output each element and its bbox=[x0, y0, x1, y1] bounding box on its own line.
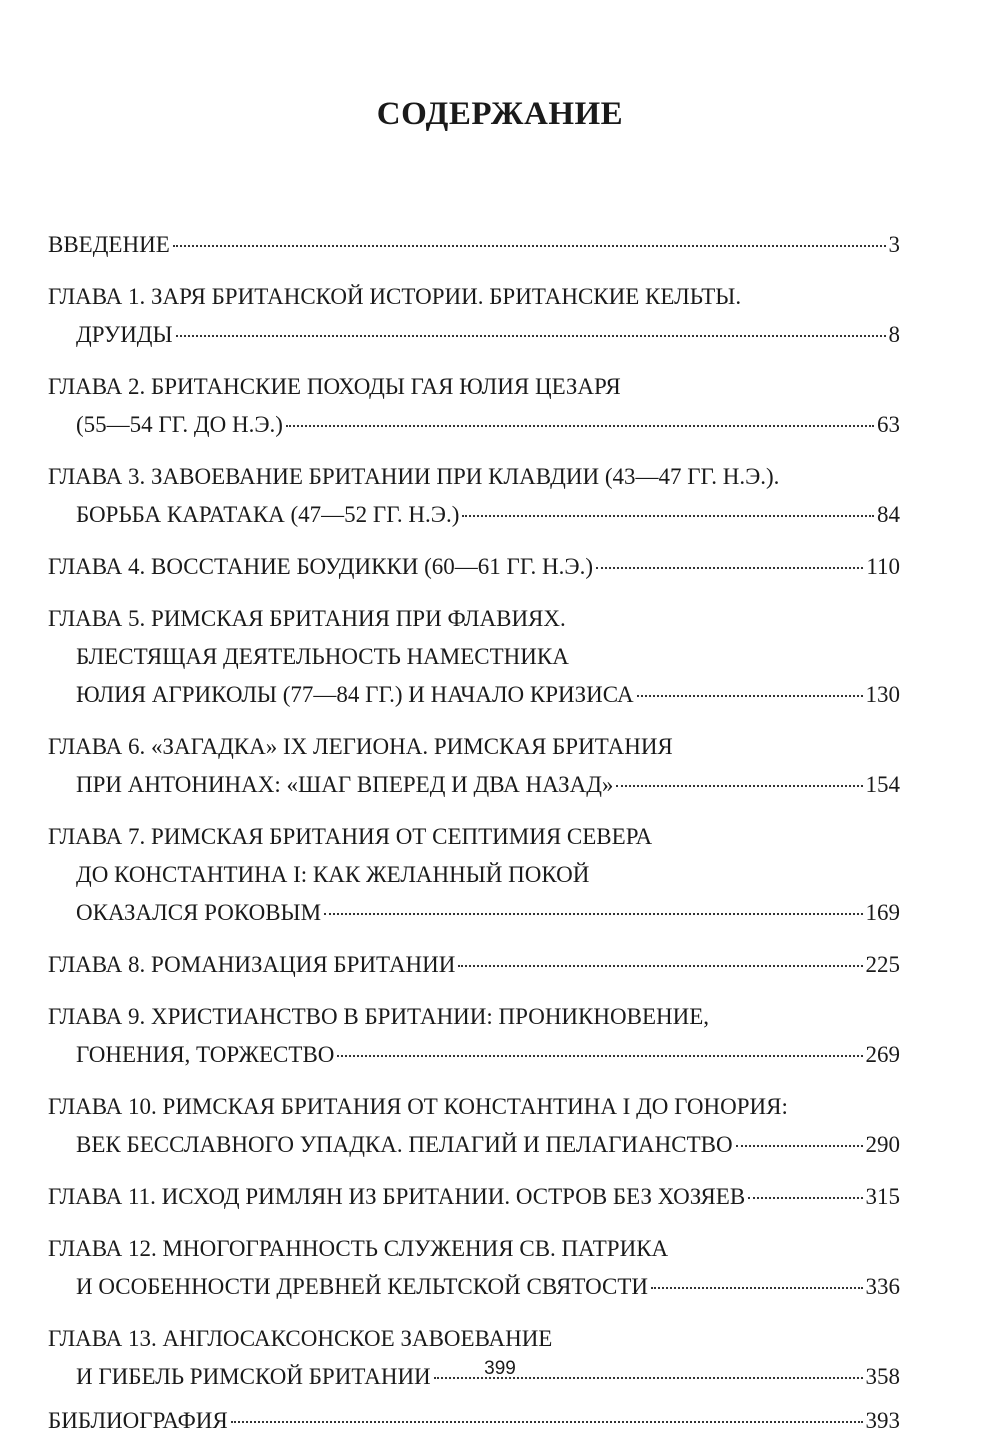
toc-entry bbox=[48, 368, 900, 444]
toc-entry-text: (55—54 ГГ. ДО Н.Э.) bbox=[76, 412, 283, 437]
toc-entry-line bbox=[48, 406, 900, 444]
toc-entry-text: ГЛАВА 13. АНГЛОСАКСОНСКОЕ ЗАВОЕВАНИЕ bbox=[48, 1326, 553, 1351]
toc-page-number: 63 bbox=[877, 412, 900, 437]
dot-leader bbox=[286, 425, 874, 427]
toc-entry-line bbox=[48, 894, 900, 932]
toc-entry-line bbox=[48, 1268, 900, 1306]
toc-page-number: 393 bbox=[865, 1408, 900, 1433]
toc-page-number: 225 bbox=[865, 952, 900, 977]
toc-entry-line bbox=[48, 226, 900, 264]
toc-page-number: 169 bbox=[865, 900, 900, 925]
toc-entry-text: ГОНЕНИЯ, ТОРЖЕСТВО bbox=[76, 1042, 335, 1067]
toc-entry bbox=[48, 1178, 900, 1216]
toc-entry-text: ГЛАВА 4. ВОССТАНИЕ БОУДИККИ (60—61 ГГ. Н.Э.) bbox=[48, 554, 594, 579]
toc-entry-text: ГЛАВА 11. ИСХОД РИМЛЯН ИЗ БРИТАНИИ. ОСТРОВ БЕЗ ХОЗЯЕВ bbox=[48, 1184, 746, 1209]
toc-entry-text: ГЛАВА 3. ЗАВОЕВАНИЕ БРИТАНИИ ПРИ КЛАВДИИ (43—47 ГГ. Н.Э.). bbox=[48, 464, 780, 489]
toc-entry-line bbox=[48, 728, 900, 766]
toc-entry-text: ЮЛИЯ АГРИКОЛЫ (77—84 ГГ.) И НАЧАЛО КРИЗИСА bbox=[76, 682, 634, 707]
toc-page-number: 290 bbox=[865, 1132, 900, 1157]
toc-entry bbox=[48, 946, 900, 984]
dot-leader bbox=[616, 785, 862, 787]
toc-entry bbox=[48, 818, 900, 932]
dot-leader bbox=[651, 1287, 862, 1289]
toc-entry-text: ГЛАВА 2. БРИТАНСКИЕ ПОХОДЫ ГАЯ ЮЛИЯ ЦЕЗАРЯ bbox=[48, 374, 621, 399]
dot-leader bbox=[458, 965, 862, 967]
dot-leader bbox=[337, 1055, 862, 1057]
toc-entry-line bbox=[48, 1036, 900, 1074]
toc-entry-text: И ОСОБЕННОСТИ ДРЕВНЕЙ КЕЛЬТСКОЙ СВЯТОСТИ bbox=[76, 1274, 649, 1299]
toc-page-number: 336 bbox=[865, 1274, 900, 1299]
toc-entry bbox=[48, 1088, 900, 1164]
toc-entry-line bbox=[48, 1320, 900, 1358]
toc-page-number: 8 bbox=[888, 322, 900, 347]
toc-entry-line bbox=[48, 676, 900, 714]
dot-leader bbox=[462, 515, 874, 517]
toc-page-number: 130 bbox=[865, 682, 900, 707]
toc-entry-text: ГЛАВА 1. ЗАРЯ БРИТАНСКОЙ ИСТОРИИ. БРИТАНСКИЕ КЕЛЬТЫ. bbox=[48, 284, 742, 309]
toc-entry-line bbox=[48, 548, 900, 586]
toc-entry-line bbox=[48, 600, 900, 638]
toc-entry bbox=[48, 600, 900, 714]
toc-entry-text: ДО КОНСТАНТИНА I: КАК ЖЕЛАННЫЙ ПОКОЙ bbox=[76, 862, 590, 887]
dot-leader bbox=[736, 1145, 863, 1147]
toc-entry-text: ГЛАВА 7. РИМСКАЯ БРИТАНИЯ ОТ СЕПТИМИЯ СЕВЕРА bbox=[48, 824, 653, 849]
toc-entry bbox=[48, 998, 900, 1074]
toc-entry-line bbox=[48, 1402, 900, 1440]
toc-entry-line bbox=[48, 946, 900, 984]
toc-entry-text: ГЛАВА 6. «ЗАГАДКА» IX ЛЕГИОНА. РИМСКАЯ БРИТАНИЯ bbox=[48, 734, 673, 759]
toc-entry-text: БОРЬБА КАРАТАКА (47—52 ГГ. Н.Э.) bbox=[76, 502, 460, 527]
dot-leader bbox=[324, 913, 862, 915]
toc-entry-text: ОКАЗАЛСЯ РОКОВЫМ bbox=[76, 900, 322, 925]
toc-page-number: 358 bbox=[865, 1364, 900, 1389]
toc-entry bbox=[48, 728, 900, 804]
toc-entry-line bbox=[48, 1088, 900, 1126]
toc-entry-line bbox=[48, 1178, 900, 1216]
toc-entry-line bbox=[48, 1230, 900, 1268]
toc-entry-text: И ГИБЕЛЬ РИМСКОЙ БРИТАНИИ bbox=[76, 1364, 431, 1389]
toc-entry-line bbox=[48, 766, 900, 804]
toc-entry-text: ВЕК БЕССЛАВНОГО УПАДКА. ПЕЛАГИЙ И ПЕЛАГИАНСТВО bbox=[76, 1132, 733, 1157]
toc-page-number: 110 bbox=[866, 554, 900, 579]
toc-entry-text: БИБЛИОГРАФИЯ bbox=[48, 1408, 228, 1433]
toc-entry-line bbox=[48, 998, 900, 1036]
toc-entry-line bbox=[48, 316, 900, 354]
toc-entry-text: ГЛАВА 9. ХРИСТИАНСТВО В БРИТАНИИ: ПРОНИКНОВЕНИЕ, bbox=[48, 1004, 710, 1029]
toc-entry-line bbox=[48, 818, 900, 856]
toc-entry-line bbox=[48, 1126, 900, 1164]
toc-entry-line bbox=[48, 278, 900, 316]
toc-entry-text: ГЛАВА 10. РИМСКАЯ БРИТАНИЯ ОТ КОНСТАНТИНА I ДО ГОНОРИЯ: bbox=[48, 1094, 788, 1119]
toc-entry-text: ГЛАВА 8. РОМАНИЗАЦИЯ БРИТАНИИ bbox=[48, 952, 456, 977]
toc-entry-line bbox=[48, 496, 900, 534]
dot-leader bbox=[231, 1421, 863, 1423]
dot-leader bbox=[748, 1197, 862, 1199]
toc-entry-text: БЛЕСТЯЩАЯ ДЕЯТЕЛЬНОСТЬ НАМЕСТНИКА bbox=[76, 644, 569, 669]
toc-entry-text: ПРИ АНТОНИНАХ: «ШАГ ВПЕРЕД И ДВА НАЗАД» bbox=[76, 772, 614, 797]
toc-page-number: 269 bbox=[865, 1042, 900, 1067]
toc-entry-line bbox=[48, 458, 900, 496]
table-of-contents bbox=[48, 226, 900, 1440]
dot-leader bbox=[637, 695, 863, 697]
toc-entry-text: ВВЕДЕНИЕ bbox=[48, 232, 170, 257]
toc-entry bbox=[48, 226, 900, 264]
toc-page-number: 84 bbox=[877, 502, 900, 527]
toc-entry bbox=[48, 1402, 900, 1440]
dot-leader bbox=[596, 567, 863, 569]
toc-entry bbox=[48, 278, 900, 354]
toc-page-number: 154 bbox=[865, 772, 900, 797]
toc-entry-line bbox=[48, 638, 900, 676]
toc-entry bbox=[48, 458, 900, 534]
toc-entry bbox=[48, 548, 900, 586]
page-number: 399 bbox=[484, 1358, 516, 1379]
toc-entry-line bbox=[48, 368, 900, 406]
toc-entry bbox=[48, 1230, 900, 1306]
toc-page-number: 3 bbox=[888, 232, 900, 257]
toc-page-number: 315 bbox=[865, 1184, 900, 1209]
toc-entry-text: ДРУИДЫ bbox=[76, 322, 173, 347]
dot-leader bbox=[173, 245, 886, 247]
toc-entry-text: ГЛАВА 5. РИМСКАЯ БРИТАНИЯ ПРИ ФЛАВИЯХ. bbox=[48, 606, 566, 631]
dot-leader bbox=[176, 335, 886, 337]
page-title: СОДЕРЖАНИЕ bbox=[376, 96, 624, 132]
toc-entry-text: ГЛАВА 12. МНОГОГРАННОСТЬ СЛУЖЕНИЯ СВ. ПАТРИКА bbox=[48, 1236, 669, 1261]
toc-entry-line bbox=[48, 856, 900, 894]
